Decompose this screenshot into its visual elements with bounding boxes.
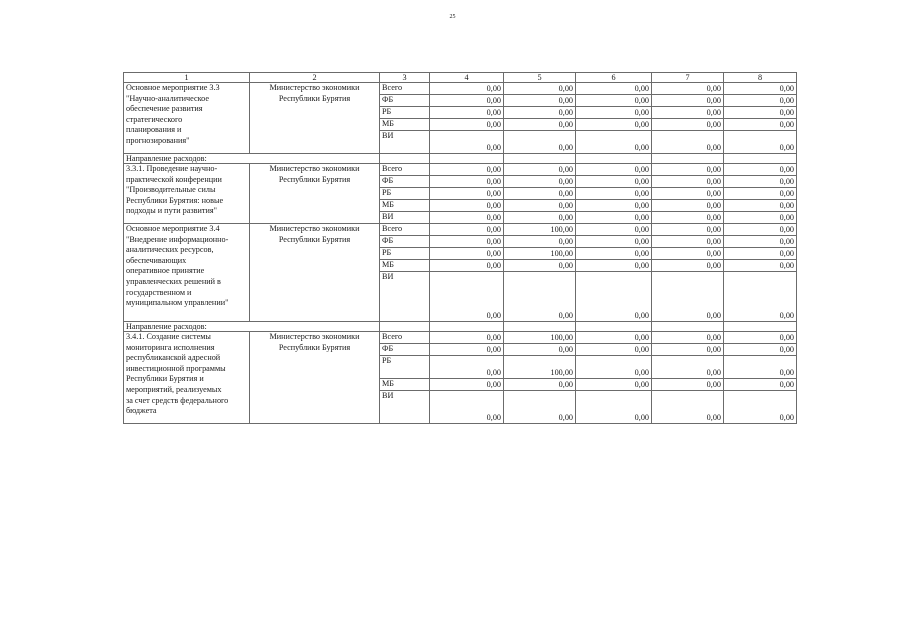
executor: Министерство экономики Республики Бурятия <box>250 164 380 224</box>
table-row <box>124 224 797 236</box>
amount-cell: 0,00 <box>576 356 652 379</box>
amount-cell: 0,00 <box>504 131 576 154</box>
executor: Министерство экономики Республики Бурятия <box>250 224 380 322</box>
funding-source: ВИ <box>380 212 430 224</box>
amount-cell: 0,00 <box>652 248 724 260</box>
empty-cell <box>430 322 504 332</box>
measure-name-line: республиканской адресной <box>126 353 221 363</box>
executor: Министерство экономики Республики Бурятия <box>250 332 380 424</box>
direction-row <box>124 154 797 164</box>
empty-cell <box>724 322 797 332</box>
table-row <box>124 83 797 95</box>
amount-cell: 0,00 <box>652 200 724 212</box>
funding-source: Всего <box>380 164 430 176</box>
measure-name-line: государственном и <box>126 287 192 297</box>
amount-cell: 100,00 <box>504 248 576 260</box>
amount-cell: 0,00 <box>576 131 652 154</box>
funding-source: МБ <box>380 119 430 131</box>
measure-name <box>124 332 250 424</box>
col-header: 1 <box>124 73 250 83</box>
amount-cell: 0,00 <box>652 95 724 107</box>
empty-cell <box>504 322 576 332</box>
amount-cell: 0,00 <box>576 107 652 119</box>
amount-cell: 0,00 <box>652 224 724 236</box>
amount-cell: 0,00 <box>724 164 797 176</box>
amount-cell: 0,00 <box>430 248 504 260</box>
measure-name-line: 3.4.1. Создание системы <box>126 332 211 341</box>
amount-cell: 0,00 <box>430 95 504 107</box>
amount-cell: 0,00 <box>430 332 504 344</box>
measure-name-line: "Производительные силы <box>126 185 216 195</box>
table-row <box>124 332 797 344</box>
amount-cell: 0,00 <box>504 188 576 200</box>
amount-cell: 0,00 <box>724 83 797 95</box>
executor: Министерство экономики Республики Бурятия <box>250 83 380 154</box>
amount-cell: 0,00 <box>504 391 576 424</box>
funding-source: ФБ <box>380 176 430 188</box>
amount-cell: 0,00 <box>576 272 652 322</box>
col-header: 5 <box>504 73 576 83</box>
col-header: 3 <box>380 73 430 83</box>
measure-name-line: Основное мероприятие 3.3 <box>126 83 220 92</box>
amount-cell: 0,00 <box>724 119 797 131</box>
amount-cell: 0,00 <box>504 212 576 224</box>
amount-cell: 0,00 <box>430 356 504 379</box>
header-row <box>124 73 797 83</box>
empty-cell <box>576 154 652 164</box>
amount-cell: 0,00 <box>652 212 724 224</box>
col-header: 2 <box>250 73 380 83</box>
direction-label: Направление расходов: <box>124 322 380 332</box>
col-header: 4 <box>430 73 504 83</box>
amount-cell: 0,00 <box>504 260 576 272</box>
amount-cell: 0,00 <box>652 236 724 248</box>
amount-cell: 0,00 <box>724 344 797 356</box>
measure-name-line: управленческих решений в <box>126 276 221 286</box>
funding-source: ФБ <box>380 236 430 248</box>
amount-cell: 0,00 <box>430 236 504 248</box>
funding-source: ВИ <box>380 391 430 424</box>
amount-cell: 0,00 <box>576 332 652 344</box>
measure-name-line: оперативное принятие <box>126 266 205 276</box>
amount-cell: 0,00 <box>652 272 724 322</box>
measure-name-line: 3.3.1. Проведение научно- <box>126 164 218 173</box>
amount-cell: 0,00 <box>652 107 724 119</box>
measure-name-line: муниципальном управлении" <box>126 298 229 308</box>
funding-source: Всего <box>380 332 430 344</box>
amount-cell: 0,00 <box>576 83 652 95</box>
amount-cell: 0,00 <box>652 188 724 200</box>
amount-cell: 0,00 <box>724 200 797 212</box>
amount-cell: 0,00 <box>504 176 576 188</box>
empty-cell <box>652 322 724 332</box>
amount-cell: 0,00 <box>724 224 797 236</box>
amount-cell: 0,00 <box>724 356 797 379</box>
empty-cell <box>576 322 652 332</box>
amount-cell: 0,00 <box>724 236 797 248</box>
measure-name-line: мероприятий, реализуемых <box>126 384 222 394</box>
amount-cell: 0,00 <box>504 344 576 356</box>
amount-cell: 0,00 <box>504 236 576 248</box>
amount-cell: 0,00 <box>576 119 652 131</box>
amount-cell: 0,00 <box>652 131 724 154</box>
amount-cell: 0,00 <box>430 83 504 95</box>
measure-name-line: стратегического <box>126 114 183 124</box>
amount-cell: 0,00 <box>504 200 576 212</box>
col-header: 6 <box>576 73 652 83</box>
empty-cell <box>504 154 576 164</box>
amount-cell: 0,00 <box>724 332 797 344</box>
amount-cell: 0,00 <box>724 95 797 107</box>
amount-cell: 0,00 <box>576 95 652 107</box>
amount-cell: 0,00 <box>430 131 504 154</box>
amount-cell: 0,00 <box>504 107 576 119</box>
table-row <box>124 164 797 176</box>
amount-cell: 0,00 <box>724 176 797 188</box>
funding-source: МБ <box>380 260 430 272</box>
amount-cell: 100,00 <box>504 356 576 379</box>
measure-name-line: за счет средств федерального <box>126 395 229 405</box>
col-header: 7 <box>652 73 724 83</box>
amount-cell: 0,00 <box>652 332 724 344</box>
measure-name-line: мониторинга исполнения <box>126 342 215 352</box>
empty-cell <box>724 154 797 164</box>
amount-cell: 0,00 <box>724 188 797 200</box>
amount-cell: 0,00 <box>724 248 797 260</box>
funding-source: МБ <box>380 379 430 391</box>
amount-cell: 0,00 <box>576 379 652 391</box>
amount-cell: 0,00 <box>430 379 504 391</box>
amount-cell: 0,00 <box>576 236 652 248</box>
amount-cell: 100,00 <box>504 224 576 236</box>
measure-name-line: инвестиционной программы <box>126 363 226 373</box>
amount-cell: 0,00 <box>430 164 504 176</box>
amount-cell: 0,00 <box>576 164 652 176</box>
amount-cell: 0,00 <box>430 272 504 322</box>
amount-cell: 0,00 <box>576 391 652 424</box>
amount-cell: 0,00 <box>430 391 504 424</box>
amount-cell: 0,00 <box>652 119 724 131</box>
measure-name-line: Основное мероприятие 3.4 <box>126 224 220 233</box>
measure-name <box>124 164 250 224</box>
amount-cell: 0,00 <box>724 272 797 322</box>
funding-source: Всего <box>380 83 430 95</box>
funding-source: РБ <box>380 107 430 119</box>
amount-cell: 0,00 <box>652 176 724 188</box>
amount-cell: 0,00 <box>504 95 576 107</box>
funding-source: ФБ <box>380 344 430 356</box>
amount-cell: 0,00 <box>430 212 504 224</box>
amount-cell: 0,00 <box>652 356 724 379</box>
amount-cell: 0,00 <box>430 119 504 131</box>
amount-cell: 0,00 <box>652 391 724 424</box>
amount-cell: 0,00 <box>724 212 797 224</box>
amount-cell: 0,00 <box>504 272 576 322</box>
amount-cell: 0,00 <box>652 344 724 356</box>
amount-cell: 0,00 <box>724 131 797 154</box>
amount-cell: 0,00 <box>430 176 504 188</box>
empty-cell <box>380 154 430 164</box>
amount-cell: 0,00 <box>504 119 576 131</box>
budget-table <box>123 72 797 424</box>
amount-cell: 0,00 <box>576 212 652 224</box>
measure-name-line: Республики Бурятия: новые <box>126 195 224 205</box>
amount-cell: 0,00 <box>504 83 576 95</box>
amount-cell: 0,00 <box>576 248 652 260</box>
measure-name <box>124 224 250 322</box>
amount-cell: 0,00 <box>652 379 724 391</box>
funding-source: ВИ <box>380 131 430 154</box>
measure-name-line: обеспечение развития <box>126 104 203 114</box>
amount-cell: 0,00 <box>430 107 504 119</box>
empty-cell <box>430 154 504 164</box>
measure-name-line: аналитических ресурсов, <box>126 245 214 255</box>
amount-cell: 0,00 <box>576 188 652 200</box>
amount-cell: 0,00 <box>504 379 576 391</box>
amount-cell: 0,00 <box>724 391 797 424</box>
measure-name <box>124 83 250 154</box>
measure-name-line: обеспечивающих <box>126 255 187 265</box>
measure-name-line: практической конференции <box>126 174 222 184</box>
empty-cell <box>652 154 724 164</box>
funding-source: МБ <box>380 200 430 212</box>
measure-name-line: Республики Бурятия и <box>126 374 204 384</box>
amount-cell: 0,00 <box>652 164 724 176</box>
measure-name-line: прогнозирования" <box>126 135 190 145</box>
amount-cell: 0,00 <box>504 164 576 176</box>
col-header: 8 <box>724 73 797 83</box>
amount-cell: 0,00 <box>430 224 504 236</box>
direction-label: Направление расходов: <box>124 154 380 164</box>
page-number: 25 <box>449 14 456 20</box>
empty-cell <box>380 322 430 332</box>
amount-cell: 0,00 <box>576 224 652 236</box>
funding-source: РБ <box>380 248 430 260</box>
funding-source: ВИ <box>380 272 430 322</box>
funding-source: ФБ <box>380 95 430 107</box>
amount-cell: 0,00 <box>652 260 724 272</box>
measure-name-line: "Научно-аналитическое <box>126 93 210 103</box>
measure-name-line: "Внедрение информационно- <box>126 234 229 244</box>
funding-source: РБ <box>380 188 430 200</box>
amount-cell: 0,00 <box>430 260 504 272</box>
amount-cell: 0,00 <box>430 344 504 356</box>
measure-name-line: подходы и пути развития" <box>126 206 217 216</box>
amount-cell: 0,00 <box>724 260 797 272</box>
amount-cell: 100,00 <box>504 332 576 344</box>
amount-cell: 0,00 <box>576 200 652 212</box>
amount-cell: 0,00 <box>576 260 652 272</box>
amount-cell: 0,00 <box>576 344 652 356</box>
amount-cell: 0,00 <box>652 83 724 95</box>
funding-source: РБ <box>380 356 430 379</box>
measure-name-line: бюджета <box>126 406 157 416</box>
amount-cell: 0,00 <box>430 200 504 212</box>
amount-cell: 0,00 <box>724 107 797 119</box>
amount-cell: 0,00 <box>724 379 797 391</box>
amount-cell: 0,00 <box>576 176 652 188</box>
measure-name-line: планирования и <box>126 125 182 135</box>
amount-cell: 0,00 <box>430 188 504 200</box>
direction-row <box>124 322 797 332</box>
funding-source: Всего <box>380 224 430 236</box>
